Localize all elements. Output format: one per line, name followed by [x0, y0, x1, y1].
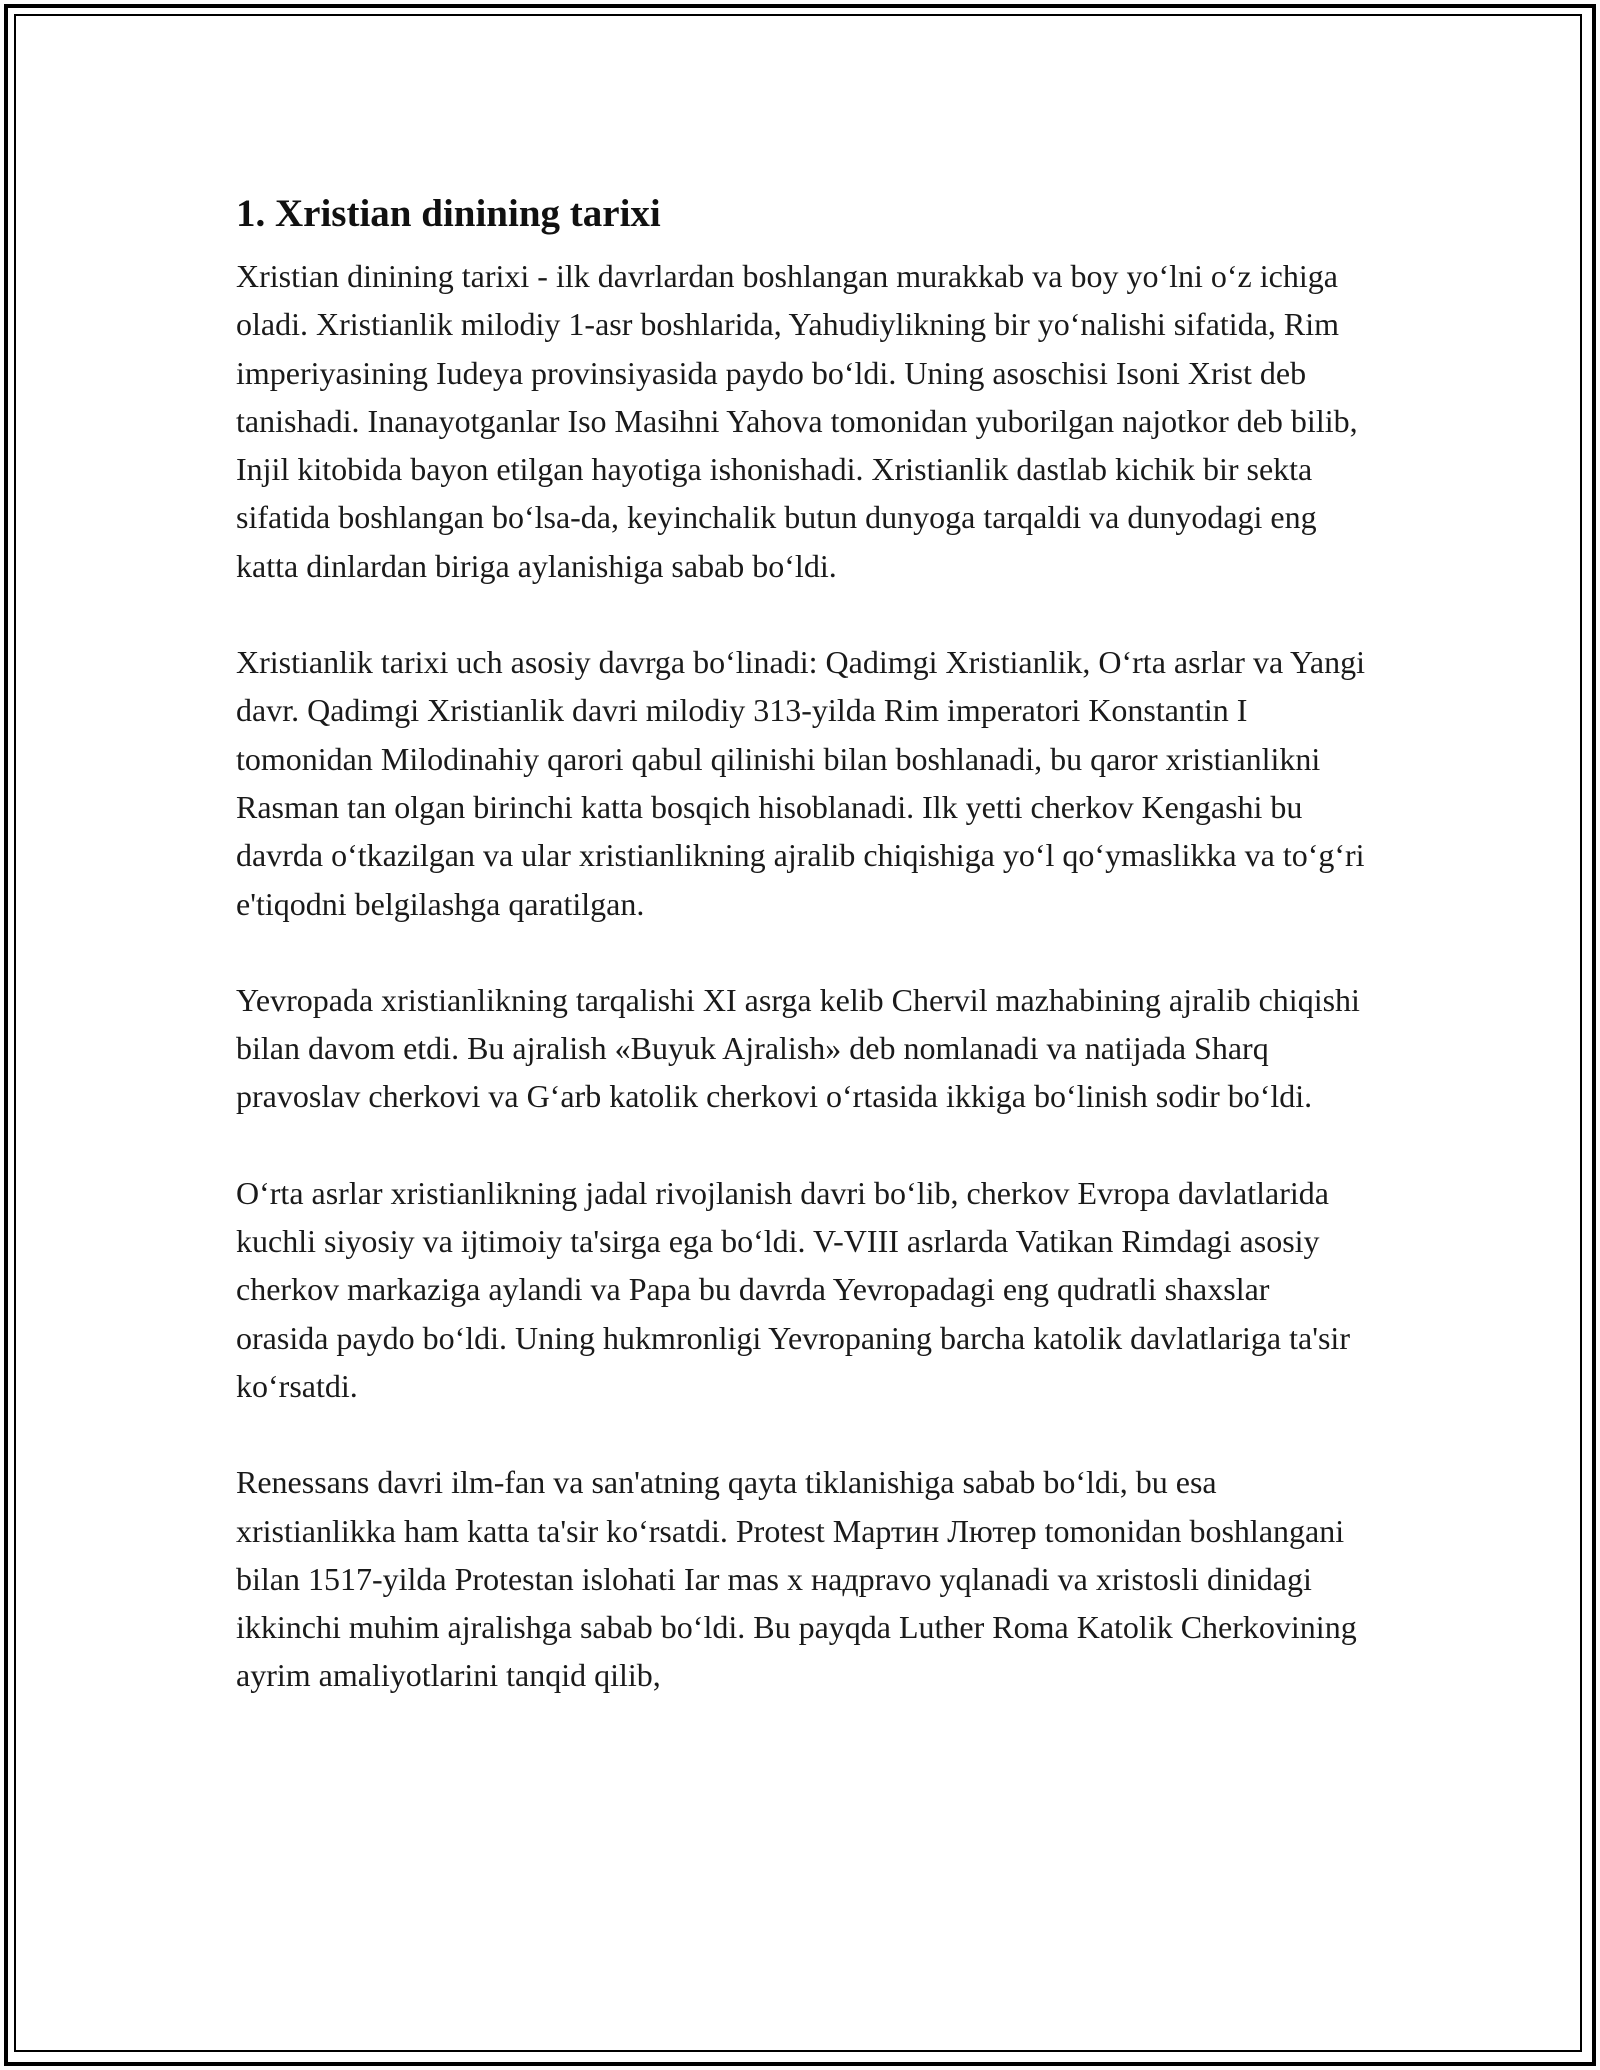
paragraph-intro: Xristian dinining tarixi - ilk davrlardan boshlangan murakkab va boy yoʻlni oʻz ichiga oladi. Xristianlik milodiy 1-asr boshlarida, Yahudiylikning bir yoʻnalishi sifatida, Rim imperiyasining Iudeya provinsiyasida paydo boʻldi. Uning asoschisi Isoni Xrist deb tanishadi. Inanayotganlar Iso Masihni Yahova tomonidan yuborilgan najotkor deb bilib, Injil kitobida bayon etilgan hayotiga ishonishadi. Xristianlik dastlab kichik bir sekta sifatida boshlangan boʻlsa-da, keyinchalik butun dunyoga tarqaldi va dunyodagi eng katta dinlardan biriga aylanishiga sabab boʻldi. — [236, 258, 1358, 584]
section-heading: 1. Xristian dinining tarixi — [236, 192, 661, 235]
paragraph-periods: Xristianlik tarixi uch asosiy davrga boʻlinadi: Qadimgi Xristianlik, Oʻrta asrlar va Yangi davr. Qadimgi Xristianlik davri milodiy 313-yilda Rim imperatori Konstantin I tomonidan Milodinahiy qarori qabul qilinishi bilan boshlanadi, bu qaror xristianlikni Rasman tan olgan birinchi katta bosqich hisoblanadi. Ilk yetti cherkov Kengashi bu davrda oʻtkazilgan va ular xristianlikning ajralib chiqishiga yoʻl qoʻymaslikka va toʻgʻri e'tiqodni belgilashga qaratilgan. — [236, 644, 1365, 922]
paragraph-middle-ages: Oʻrta asrlar xristianlikning jadal rivojlanish davri boʻlib, cherkov Evropa davlatlarida kuchli siyosiy va ijtimoiy ta'sirga ega boʻldi. V-VIII asrlarda Vatikan Rimdagi asosiy cherkov markaziga aylandi va Papa bu davrda Yevropadagi eng qudratli shaxslar orasida paydo boʻldi. Uning hukmronligi Yevropaning barcha katolik davlatlariga ta'sir koʻrsatdi. — [236, 1174, 1350, 1404]
paragraph-great-schism: Yevropada xristianlikning tarqalishi XI asrga kelib Chervil mazhabining ajralib chiqishi bilan davom etdi. Bu ajralish «Buyuk Ajralish» deb nomlanadi va natijada Sharq pravoslav cherkovi va Gʻarb katolik cherkovi oʻrtasida ikkiga boʻlinish sodir boʻldi. — [236, 981, 1360, 1115]
paragraph-renaissance: Renessans davri ilm-fan va san'atning qayta tiklanishiga sabab boʻldi, bu esa xristianlikka ham katta ta'sir koʻrsatdi. Protest Мартин Лютер tomonidan boshlangani bilan 1517-yilda Protestan islohati Iar mas x надpravo yqlanadi va xristosli dinidagi ikkinchi muhim ajralishga sabab boʻldi. Bu payqda Luther Roma Katolik Cherkovining ayrim amaliyotlarini tanqid qilib, — [236, 1464, 1357, 1694]
document-body — [236, 186, 1366, 1748]
